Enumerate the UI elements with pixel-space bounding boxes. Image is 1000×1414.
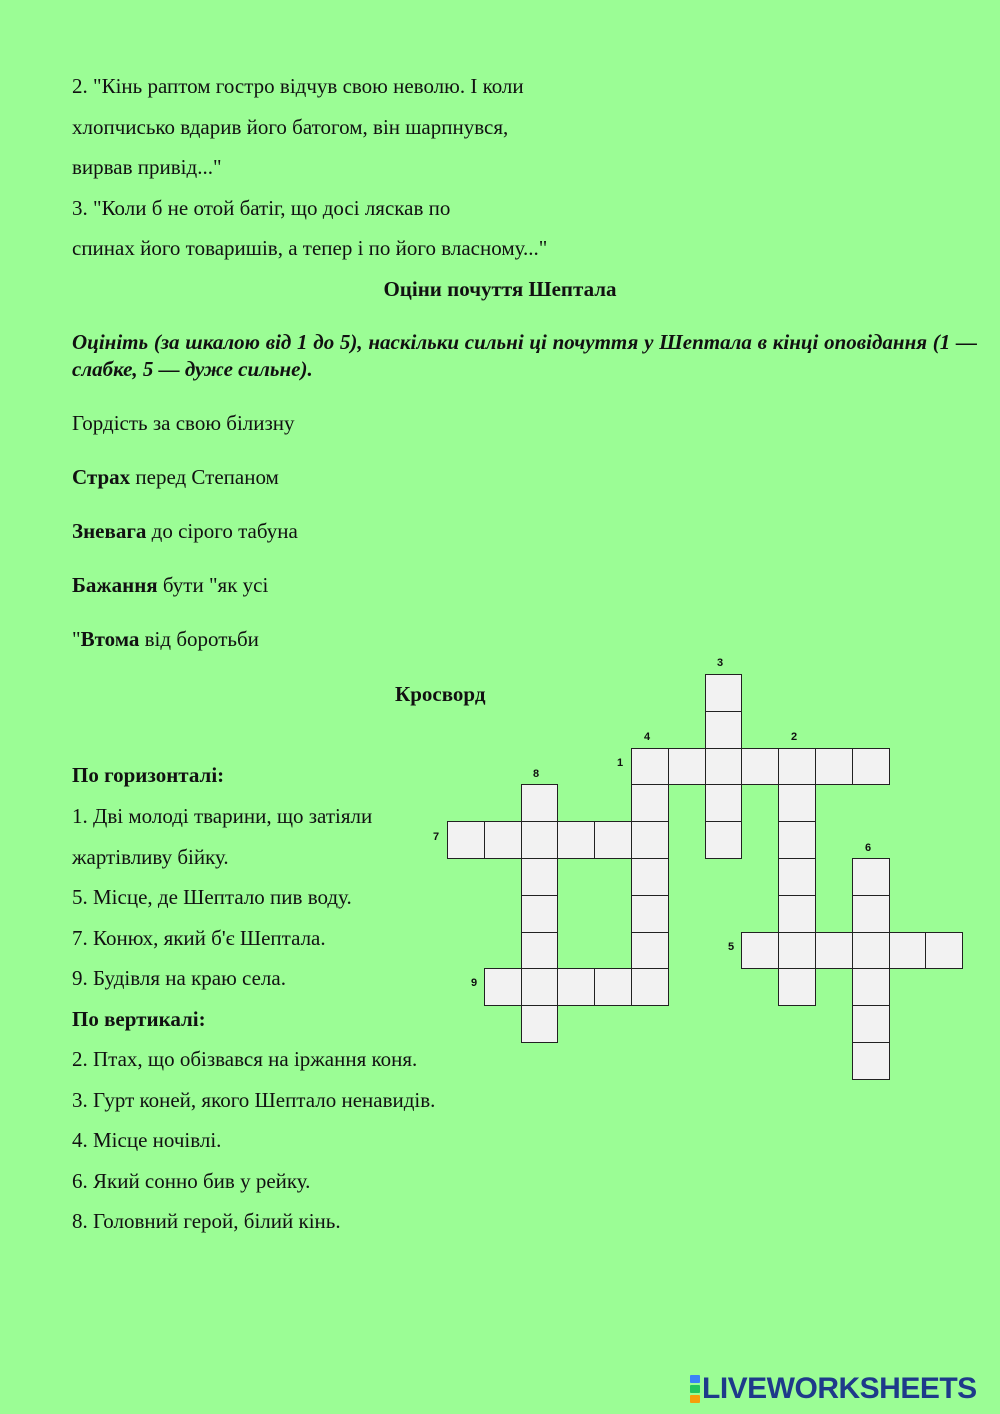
horizontal-clue: 5. Місце, де Шептало пив воду. bbox=[72, 885, 352, 909]
crossword-cell[interactable] bbox=[631, 895, 669, 933]
feeling-item: "Втома від боротьби bbox=[72, 627, 259, 651]
crossword-cell[interactable] bbox=[631, 748, 669, 786]
crossword-cell[interactable] bbox=[815, 932, 853, 970]
crossword-cell[interactable] bbox=[521, 1005, 559, 1043]
rating-instruction: Оцініть (за шкалою від 1 до 5), наскільки сильні ці почуття у Шептала в кінці оповідання (1 — слабке, 5 — дуже сильне). bbox=[72, 330, 977, 381]
crossword-cell[interactable] bbox=[631, 858, 669, 896]
logo-mark-icon bbox=[690, 1374, 700, 1404]
crossword-cell[interactable] bbox=[631, 784, 669, 822]
crossword-cell[interactable] bbox=[631, 821, 669, 859]
crossword-cell[interactable] bbox=[447, 821, 485, 859]
crossword-cell[interactable] bbox=[778, 895, 816, 933]
horizontal-title: По горизонталі: bbox=[72, 763, 225, 787]
quote-line: 2. "Кінь раптом гостро відчув свою неволю. І коли bbox=[72, 74, 524, 98]
grid-number: 5 bbox=[728, 941, 735, 953]
horizontal-clue: 7. Конюх, який б'є Шептала. bbox=[72, 926, 326, 950]
feeling-item: Страх перед Степаном bbox=[72, 465, 279, 489]
crossword-cell[interactable] bbox=[705, 784, 743, 822]
crossword-cell[interactable] bbox=[852, 968, 890, 1006]
vertical-clue: 4. Місце ночівлі. bbox=[72, 1128, 222, 1152]
crossword-cell[interactable] bbox=[741, 932, 779, 970]
liveworksheets-logo bbox=[690, 1372, 977, 1406]
crossword-cell[interactable] bbox=[631, 932, 669, 970]
feeling-item: Гордість за свою білизну bbox=[72, 411, 295, 435]
crossword-cell[interactable] bbox=[852, 1042, 890, 1080]
crossword-cell[interactable] bbox=[852, 895, 890, 933]
vertical-clue: 6. Який сонно бив у рейку. bbox=[72, 1169, 311, 1193]
grid-number: 7 bbox=[433, 831, 440, 843]
grid-number: 9 bbox=[471, 977, 478, 989]
grid-number: 8 bbox=[533, 768, 540, 780]
crossword-cell[interactable] bbox=[852, 858, 890, 896]
crossword-cell[interactable] bbox=[778, 932, 816, 970]
crossword-cell[interactable] bbox=[705, 711, 743, 749]
crossword-cell[interactable] bbox=[557, 968, 595, 1006]
horizontal-clue: 1. Дві молоді тварини, що затіяли bbox=[72, 804, 373, 828]
vertical-clue: 2. Птах, що обізвався на іржання коня. bbox=[72, 1047, 418, 1071]
crossword-cell[interactable] bbox=[521, 821, 559, 859]
vertical-title: По вертикалі: bbox=[72, 1007, 206, 1031]
crossword-cell[interactable] bbox=[594, 821, 632, 859]
crossword-cell[interactable] bbox=[521, 895, 559, 933]
horizontal-clue: жартівливу бійку. bbox=[72, 845, 229, 869]
grid-number: 1 bbox=[617, 757, 624, 769]
grid-number: 6 bbox=[865, 842, 872, 854]
feeling-item: Бажання бути "як усі bbox=[72, 573, 269, 597]
crossword-cell[interactable] bbox=[484, 821, 522, 859]
crossword-cell[interactable] bbox=[557, 821, 595, 859]
crossword-cell[interactable] bbox=[778, 748, 816, 786]
crossword-cell[interactable] bbox=[852, 1005, 890, 1043]
vertical-clue: 3. Гурт коней, якого Шептало ненавидів. bbox=[72, 1088, 436, 1112]
crossword-cell[interactable] bbox=[631, 968, 669, 1006]
logo-block bbox=[690, 1385, 700, 1393]
crossword-cell[interactable] bbox=[705, 674, 743, 712]
crossword-cell[interactable] bbox=[925, 932, 963, 970]
crossword-cell[interactable] bbox=[484, 968, 522, 1006]
quote-line: спинах його товаришів, а тепер і по його власному..." bbox=[72, 236, 548, 260]
crossword-cell[interactable] bbox=[521, 932, 559, 970]
grid-number: 4 bbox=[644, 731, 651, 743]
crossword-cell[interactable] bbox=[521, 968, 559, 1006]
quote-line: хлопчисько вдарив його батогом, він шарпнувся, bbox=[72, 115, 509, 139]
logo-block bbox=[690, 1395, 700, 1403]
quote-line: вирвав привід..." bbox=[72, 155, 222, 179]
crossword-cell[interactable] bbox=[815, 748, 853, 786]
crossword-cell[interactable] bbox=[778, 784, 816, 822]
crossword-cell[interactable] bbox=[778, 968, 816, 1006]
crossword-cell[interactable] bbox=[594, 968, 632, 1006]
logo-block bbox=[690, 1375, 700, 1383]
grid-number: 3 bbox=[717, 657, 724, 669]
rating-title: Оціни почуття Шептала bbox=[383, 277, 617, 301]
crossword-cell[interactable] bbox=[705, 748, 743, 786]
crossword-title: Кросворд bbox=[395, 682, 486, 706]
crossword-cell[interactable] bbox=[778, 821, 816, 859]
vertical-clue: 8. Головний герой, білий кінь. bbox=[72, 1209, 341, 1233]
crossword-cell[interactable] bbox=[705, 821, 743, 859]
crossword-cell[interactable] bbox=[668, 748, 706, 786]
logo-text: LIVEWORKSHEETS bbox=[702, 1372, 977, 1405]
crossword-cell[interactable] bbox=[852, 932, 890, 970]
crossword-cell[interactable] bbox=[741, 748, 779, 786]
quote-line: 3. "Коли б не отой батіг, що досі ляскав по bbox=[72, 196, 451, 220]
crossword-cell[interactable] bbox=[521, 858, 559, 896]
horizontal-clue: 9. Будівля на краю села. bbox=[72, 966, 286, 990]
crossword-cell[interactable] bbox=[889, 932, 927, 970]
feeling-item: Зневага до сірого табуна bbox=[72, 519, 298, 543]
crossword-cell[interactable] bbox=[521, 784, 559, 822]
grid-number: 2 bbox=[791, 731, 798, 743]
crossword-cell[interactable] bbox=[852, 748, 890, 786]
crossword-cell[interactable] bbox=[778, 858, 816, 896]
